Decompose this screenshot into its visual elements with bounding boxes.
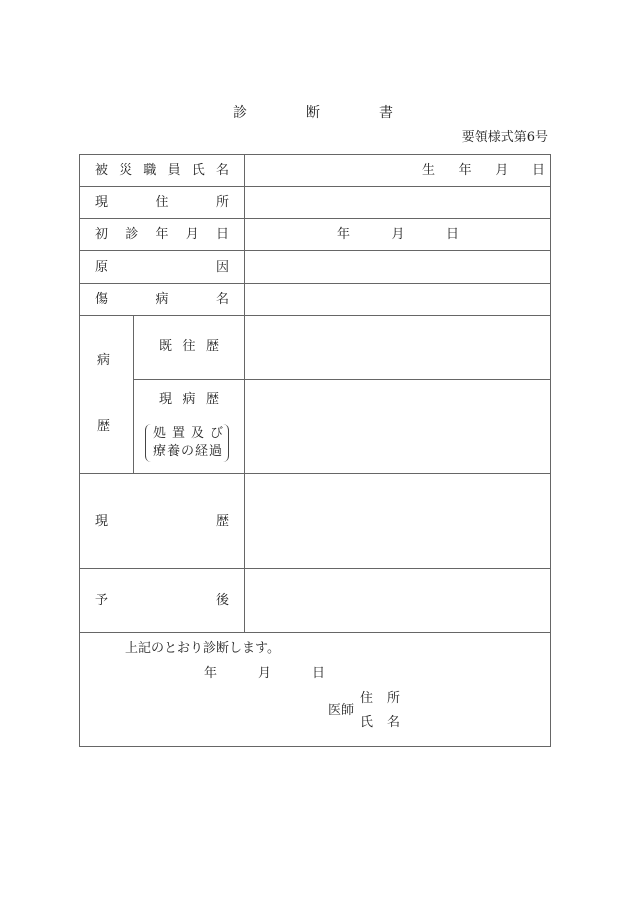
document-title [233,106,393,120]
label-char: 後 [215,593,229,608]
label-char: 傷 [95,292,109,307]
label-char: 名 [215,163,229,178]
doctor-address-label[interactable] [360,692,400,705]
label-char: 名 [215,292,229,307]
month-label: 月 [495,163,509,178]
label-char: 歴 [215,514,229,529]
row-divider [79,218,551,219]
column-divider [244,154,245,632]
row-divider [79,315,551,316]
diagnosis-date[interactable] [204,667,325,680]
day-label: 日 [445,227,459,242]
label-char: 既 [159,339,173,354]
day-label: 日 [311,666,325,681]
label-char: 原 [95,260,109,275]
label-char: 現 [95,195,109,210]
label-treatment-line2: 療養の経過 [153,444,224,459]
label-char: 所 [215,195,229,210]
label-char: 被 [95,163,109,178]
label-char: 名 [386,715,400,730]
label-history-2: 歴 [97,419,111,434]
birth-date-field[interactable] [422,164,545,177]
label-char: 病 [155,292,169,307]
year-label: 年 [337,227,351,242]
row-divider [79,632,551,633]
label-char: 初 [95,227,109,242]
label-char: 往 [182,339,196,354]
label-char: 住 [360,691,374,706]
label-cause [95,261,229,274]
label-char: び [209,426,223,441]
year-label: 年 [204,666,218,681]
label-char: 処 [153,426,167,441]
row-divider [79,283,551,284]
label-char: 歴 [205,392,219,407]
label-char: 住 [155,195,169,210]
label-first-visit-date [95,228,229,241]
label-treatment-line1 [153,427,223,440]
row-divider [79,250,551,251]
label-present-history [159,393,219,406]
label-char: 員 [167,163,181,178]
first-visit-date-field[interactable] [337,228,459,241]
row-divider [133,379,551,380]
label-char: 氏 [360,715,374,730]
label-history-1: 病 [97,353,111,368]
label-char: 因 [215,260,229,275]
year-label: 年 [458,163,472,178]
label-disease-name [95,293,229,306]
label-char: 歴 [205,339,219,354]
title-char: 診 [233,105,247,121]
birth-label: 生 [422,163,436,178]
label-char: 日 [215,227,229,242]
label-char: 置 [171,426,185,441]
label-char: 年 [155,227,169,242]
history-divider [133,315,134,473]
label-address [95,196,229,209]
row-divider [79,568,551,569]
month-label: 月 [257,666,271,681]
label-char: 所 [386,691,400,706]
label-char: 災 [119,163,133,178]
label-char: 現 [159,392,173,407]
form-number: 要領様式第6号 [461,130,548,145]
label-patient-name [95,164,229,177]
label-char: 診 [125,227,139,242]
label-char: 月 [185,227,199,242]
doctor-name-label[interactable] [360,716,400,729]
label-char: 氏 [191,163,205,178]
row-divider [79,473,551,474]
doctor-label: 医師 [328,703,355,718]
diagnosis-statement: 上記のとおり診断します。 [125,641,280,656]
title-char: 断 [306,105,320,121]
label-char: 職 [143,163,157,178]
title-char: 書 [379,105,393,121]
row-divider [79,186,551,187]
label-prognosis [95,594,229,607]
label-char: 予 [95,593,109,608]
day-label: 日 [531,163,545,178]
label-past-history [159,340,219,353]
label-char: 病 [182,392,196,407]
month-label: 月 [391,227,405,242]
label-current-status [95,515,229,528]
label-char: 現 [95,514,109,529]
label-char: 及 [190,426,204,441]
